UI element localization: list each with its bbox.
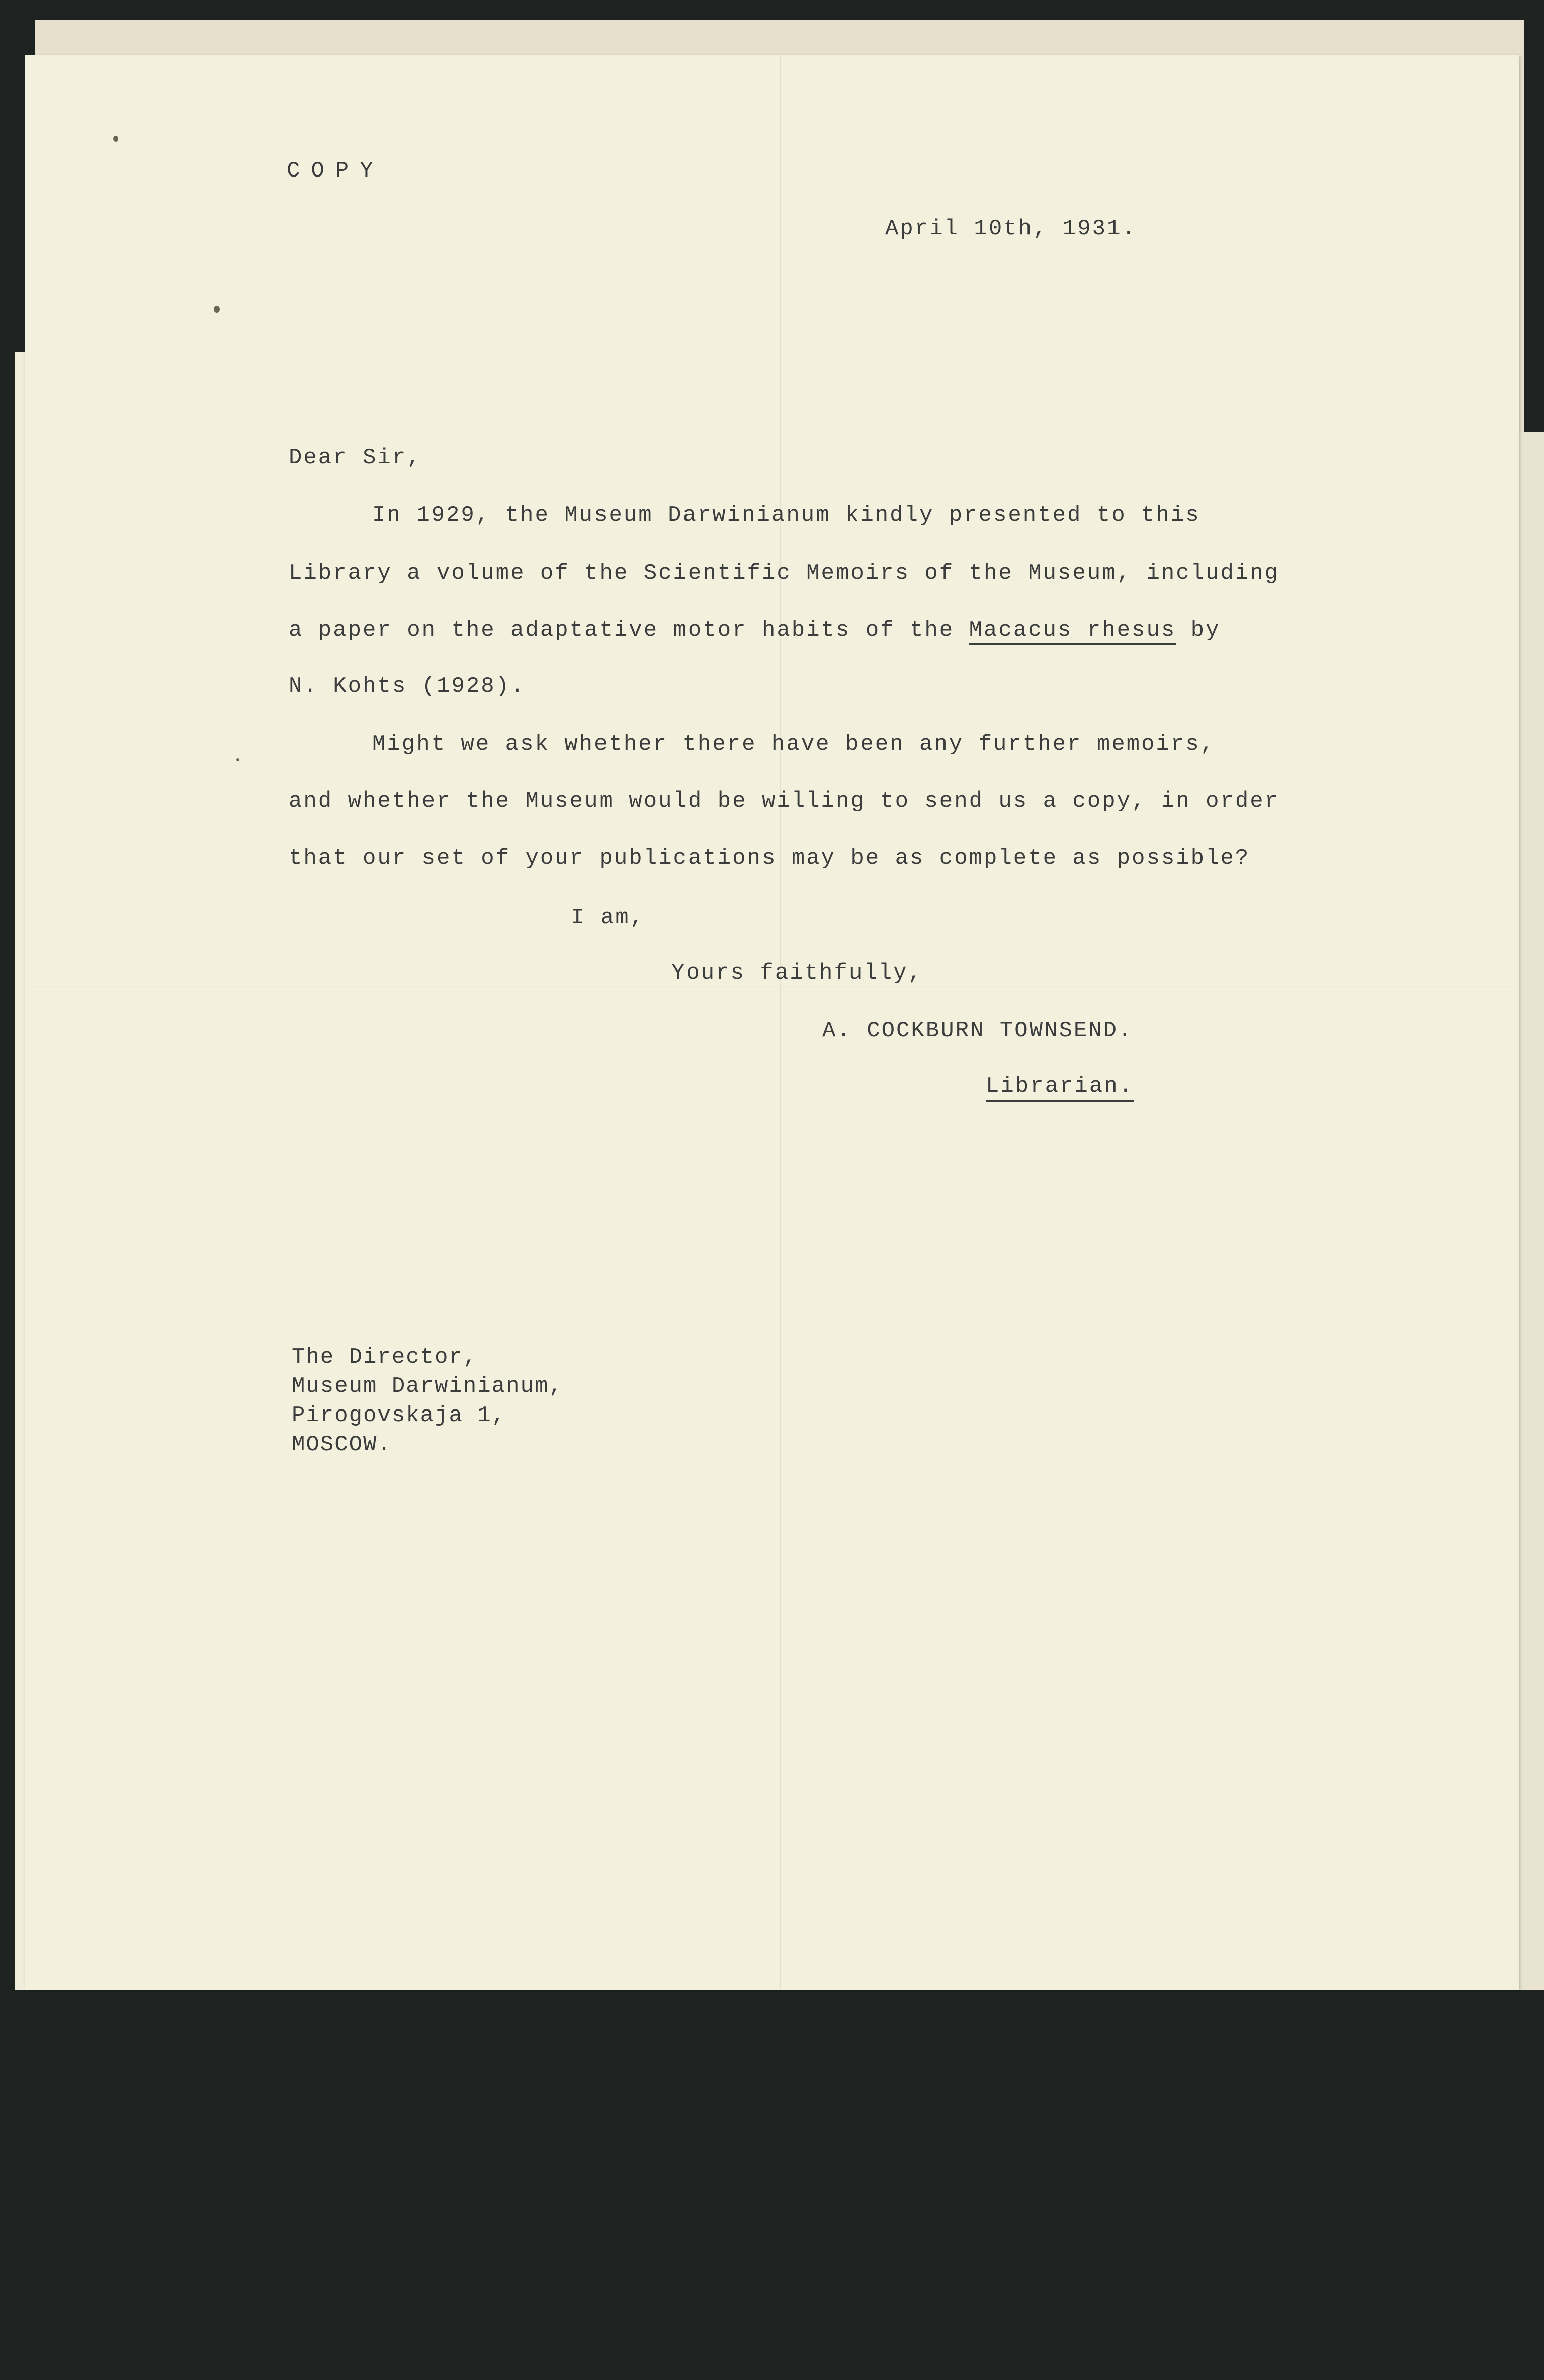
letter-date: April 10th, 1931.	[885, 216, 1137, 241]
letter-page	[25, 55, 1519, 1990]
body-line: N. Kohts (1928).	[289, 674, 526, 699]
body-line: Might we ask whether there have been any further memoirs,	[372, 732, 1216, 757]
closing-line: I am,	[571, 905, 645, 930]
paper-fold-horizontal	[25, 986, 1519, 987]
address-line: Museum Darwinianum,	[292, 1374, 563, 1399]
paper-speck	[236, 758, 239, 761]
species-name: Macacus rhesus	[969, 618, 1176, 645]
body-line: that our set of your publications may be as complete as possible?	[289, 846, 1250, 871]
signature-name: A. COCKBURN TOWNSEND.	[822, 1018, 1133, 1043]
address-line: The Director,	[292, 1345, 478, 1370]
closing-line: Yours faithfully,	[671, 960, 923, 986]
body-text: by	[1176, 618, 1221, 643]
signature-title: Librarian.	[986, 1074, 1134, 1102]
body-line: and whether the Museum would be willing to send us a copy, in order	[289, 788, 1280, 814]
copy-label: COPY	[287, 158, 384, 184]
recipient-address	[292, 1343, 563, 1459]
body-line	[289, 618, 1221, 643]
paper-speck	[113, 136, 118, 142]
paper-speck	[214, 306, 220, 313]
address-line: Pirogovskaja 1,	[292, 1403, 506, 1428]
body-text: a paper on the adaptative motor habits of the	[289, 618, 969, 643]
address-line: MOSCOW.	[292, 1432, 392, 1457]
paper-fold-vertical	[780, 55, 781, 1990]
body-line: Library a volume of the Scientific Memoirs of the Museum, including	[289, 561, 1280, 586]
salutation: Dear Sir,	[289, 445, 422, 470]
body-line: In 1929, the Museum Darwinianum kindly presented to this	[372, 503, 1200, 528]
